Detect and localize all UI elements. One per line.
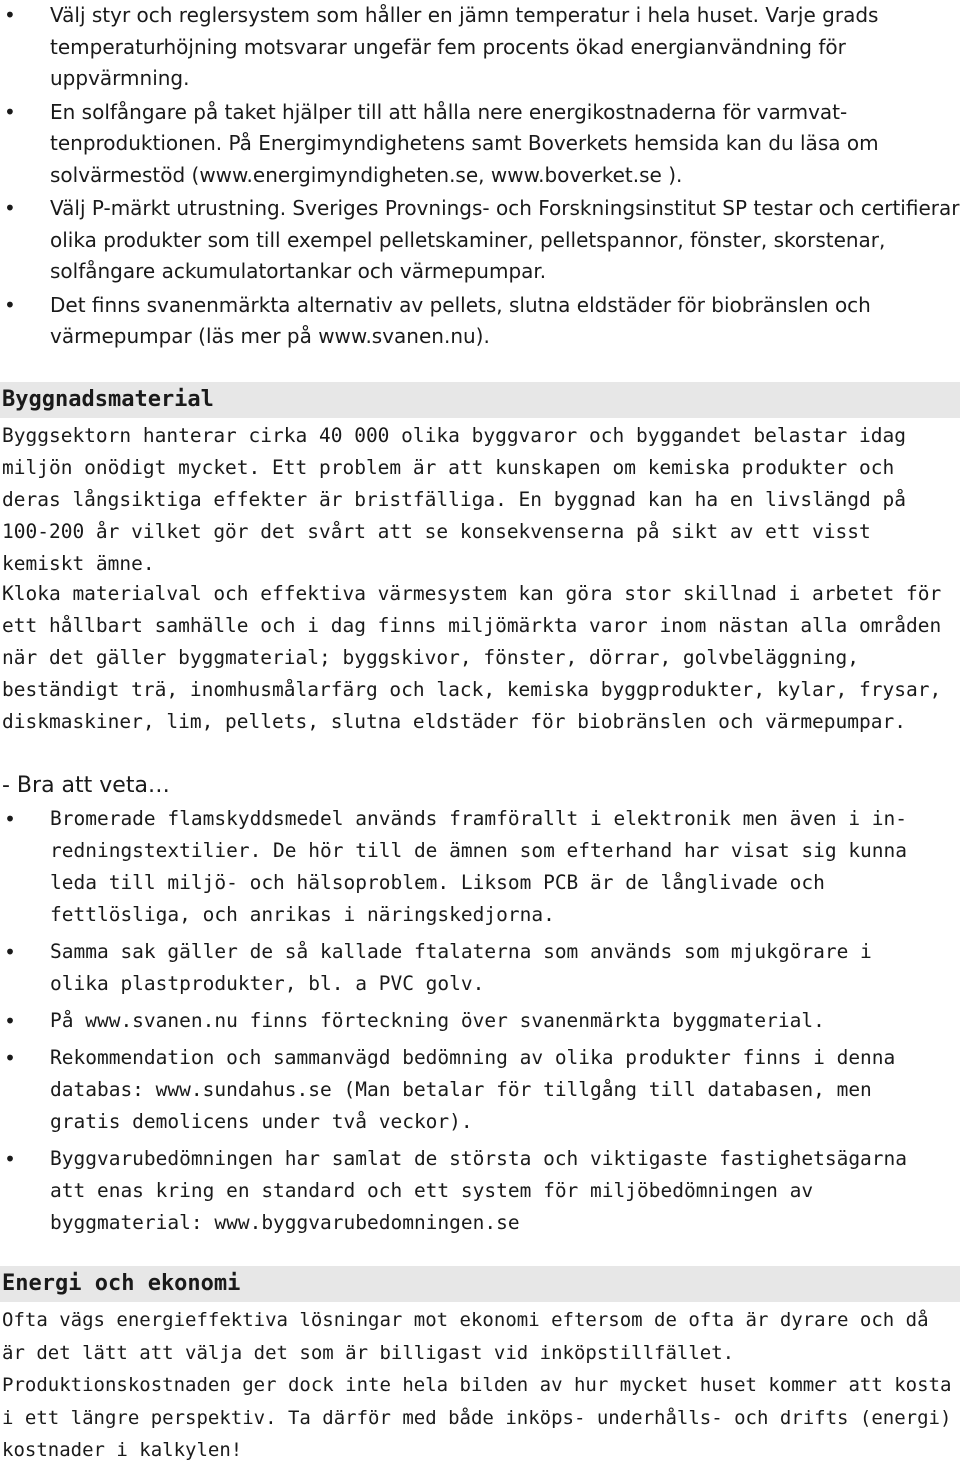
list-item: • Välj styr och reglersystem som håller en jämn temperatur i hela huset. Varje grads temperaturhöjning motsvarar ungefär fem procents ökad energianvändning för uppvärmning. [0,0,960,95]
list-item: • Samma sak gäller de så kallade ftalaterna som används som mjukgörare i olika plastprodukter, bl. a PVC golv. [0,936,940,1000]
bra-att-veta-list [0,803,940,1244]
section-heading-energi: Energi och ekonomi [2,1271,241,1296]
energy-tips-list [0,0,960,355]
list-item: • En solfångare på taket hjälper till att hålla nere energikostnaderna för varmvattenproduktionen. På Energimyndighetens samt Boverkets hemsida kan du läsa om solvärmestöd (www.energimyndigheten.se, www.boverket.se ). [0,97,960,192]
list-item: • Bromerade flamskyddsmedel används framförallt i elektronik men även i inredningstextilier. De hör till de ämnen som efterhand har visat sig kunna leda till miljö- och hälsoproblem. Liksom PCB är de långlivade och fettlösliga, och anrikas i näringskedjorna. [0,803,940,931]
energi-paragraph: Ofta vägs energieffektiva lösningar mot ekonomi eftersom de ofta är dyrare och då är det lätt att välja det som är billigast vid inköpstillfället. Produktionskostnaden ger dock inte hela bilden av hur mycket huset kommer att kosta i ett längre perspektiv. Ta därför med både inköps- underhålls- och drifts (energi) kostnader i kalkylen! [2,1309,952,1461]
bra-att-veta-heading: - Bra att veta… [2,773,170,798]
section-heading-bar [0,1266,960,1302]
list-item: • Det finns svanenmärkta alternativ av pellets, slutna eldstäder för biobränslen och värmepumpar (läs mer på www.svanen.nu). [0,290,960,353]
list-item: • Byggvarubedömningen har samlat de största och viktigaste fastighetsägarna att enas kring en standard och ett system för miljöbedömningen av byggmaterial: www.byggvarubedomningen.se [0,1143,940,1239]
list-item: • På www.svanen.nu finns förteckning över svanenmärkta byggmaterial. [0,1005,940,1037]
section-heading-byggnadsmaterial: Byggnadsmaterial [2,387,214,412]
section-heading-bar [0,382,960,418]
byggnadsmaterial-paragraph-2: Kloka materialval och effektiva värmesystem kan göra stor skillnad i arbetet för ett hållbart samhälle och i dag finns miljömärkta varor inom nästan alla områden när det gäller byggmaterial; byggskivor, fönster, dörrar, golvbeläggning, beständigt trä, inomhusmålarfärg och lack, kemiska byggprodukter, kylar, frysar, diskmaskiner, lim, pellets, slutna eldstäder för biobränslen och värmepumpar. [2,582,942,733]
byggnadsmaterial-paragraph-1: Byggsektorn hanterar cirka 40 000 olika byggvaror och byggandet belastar idag miljön onödigt mycket. Ett problem är att kunskapen om kemiska produkter och deras långsiktiga effekter är bristfälliga. En byggnad kan ha en livslängd på 100-200 år vilket gör det svårt att se konsekvenserna på sikt av ett visst kemiskt ämne. [2,424,906,575]
list-item: • Rekommendation och sammanvägd bedömning av olika produkter finns i denna databas: www.sundahus.se (Man betalar för tillgång till databasen, men gratis demolicens under två veckor). [0,1042,940,1138]
list-item: • Välj P-märkt utrustning. Sveriges Provnings- och Forskningsinstitut SP testar och certifierar olika produkter som till exempel pelletskaminer, pelletspannor, fönster, skorstenar, solfångare ackumulatortankar och värmepumpar. [0,193,960,288]
